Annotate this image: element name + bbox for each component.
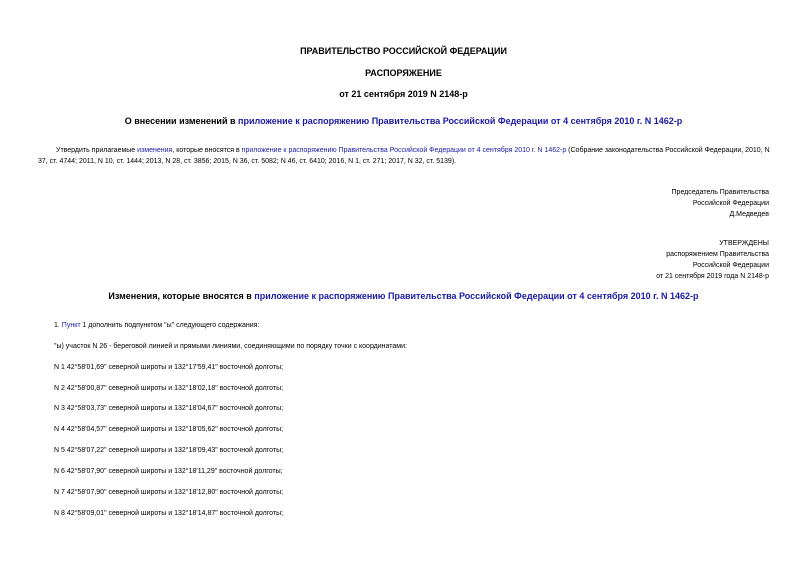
document-date-number: от 21 сентября 2019 N 2148-р	[339, 89, 468, 99]
coordinate-point-2: N 2 42°58'00,87" северной широты и 132°18'02,18" восточной долготы;	[54, 385, 284, 392]
coordinate-point-6: N 6 42°58'07,90" северной широты и 132°18'11,29" восточной долготы;	[54, 468, 283, 475]
approval-line-4: от 21 сентября 2019 года N 2148-р	[656, 273, 769, 280]
clause-number: 1.	[54, 322, 62, 329]
clause-text: 1 дополнить подпунктом "ы" следующего содержания:	[80, 322, 260, 329]
coordinate-point-1: N 1 42°58'01,69" северной широты и 132°17'59,41" восточной долготы;	[54, 364, 284, 371]
intro-link-appendix[interactable]: приложение к распоряжению Правительства Российской Федерации от 4 сентября 2010 г. N 1462-р	[241, 147, 567, 154]
government-heading: ПРАВИТЕЛЬСТВО РОССИЙСКОЙ ФЕДЕРАЦИИ	[300, 46, 507, 56]
intro-link-changes[interactable]: изменения	[137, 147, 173, 154]
changes-title-prefix: Изменения, которые вносятся в	[108, 291, 255, 301]
approval-line-2: распоряжением Правительства	[666, 251, 769, 258]
signature-name: Д.Медведев	[729, 211, 769, 218]
approval-line-3: Российской Федерации	[692, 262, 769, 269]
intro-text-2: , которые вносятся в	[172, 147, 242, 154]
document-title-link[interactable]: приложение к распоряжению Правительства Российской Федерации от 4 сентября 2010 г. N 1462-р	[238, 116, 683, 126]
clause-1	[54, 320, 259, 331]
signature-block	[672, 187, 769, 220]
approval-line-1: УТВЕРЖДЕНЫ	[719, 240, 769, 247]
clause-link[interactable]: Пункт	[61, 322, 81, 329]
signature-position: Председатель Правительства	[671, 189, 769, 196]
signature-country: Российской Федерации	[692, 200, 769, 207]
intro-text-1: Утвердить прилагаемые	[56, 147, 138, 154]
document-title	[0, 116, 807, 126]
coordinate-point-7: N 7 42°58'07,90" северной широты и 132°18'12,80" восточной долготы;	[54, 489, 284, 496]
document-type-heading: РАСПОРЯЖЕНИЕ	[365, 68, 442, 78]
intro-paragraph	[38, 145, 773, 167]
changes-title	[0, 291, 807, 301]
changes-title-link[interactable]: приложение к распоряжению Правительства Российской Федерации от 4 сентября 2010 г. N 1462-р	[254, 291, 699, 301]
coordinate-point-5: N 5 42°58'07,22" северной широты и 132°18'09,43" восточной долготы;	[54, 447, 284, 454]
approval-block	[656, 238, 769, 282]
intro-text-3: (Собрание законодательства Российской Федерации, 2010, N 37, ст. 4744; 2011, N 10, ст. 1444; 2013, N 28, ст. 3856; 2015, N 36, ст. 5082; N 46, ст. 6410; 2016, N 1, ст. 271; 2017, N 32, ст. 5139).	[38, 147, 770, 165]
coordinate-point-3: N 3 42°58'03,73" северной широты и 132°18'04,67" восточной долготы;	[54, 405, 284, 412]
coordinate-point-8: N 8 42°58'09,01" северной широты и 132°18'14,87" восточной долготы;	[54, 510, 284, 517]
document-title-prefix: О внесении изменений в	[124, 116, 239, 126]
coordinate-point-4: N 4 42°58'04,57" северной широты и 132°18'05,62" восточной долготы;	[54, 426, 284, 433]
subclause-text: "ы) участок N 26 - береговой линией и прямыми линиями, соединяющими по порядку точки с координатами:	[54, 343, 407, 350]
